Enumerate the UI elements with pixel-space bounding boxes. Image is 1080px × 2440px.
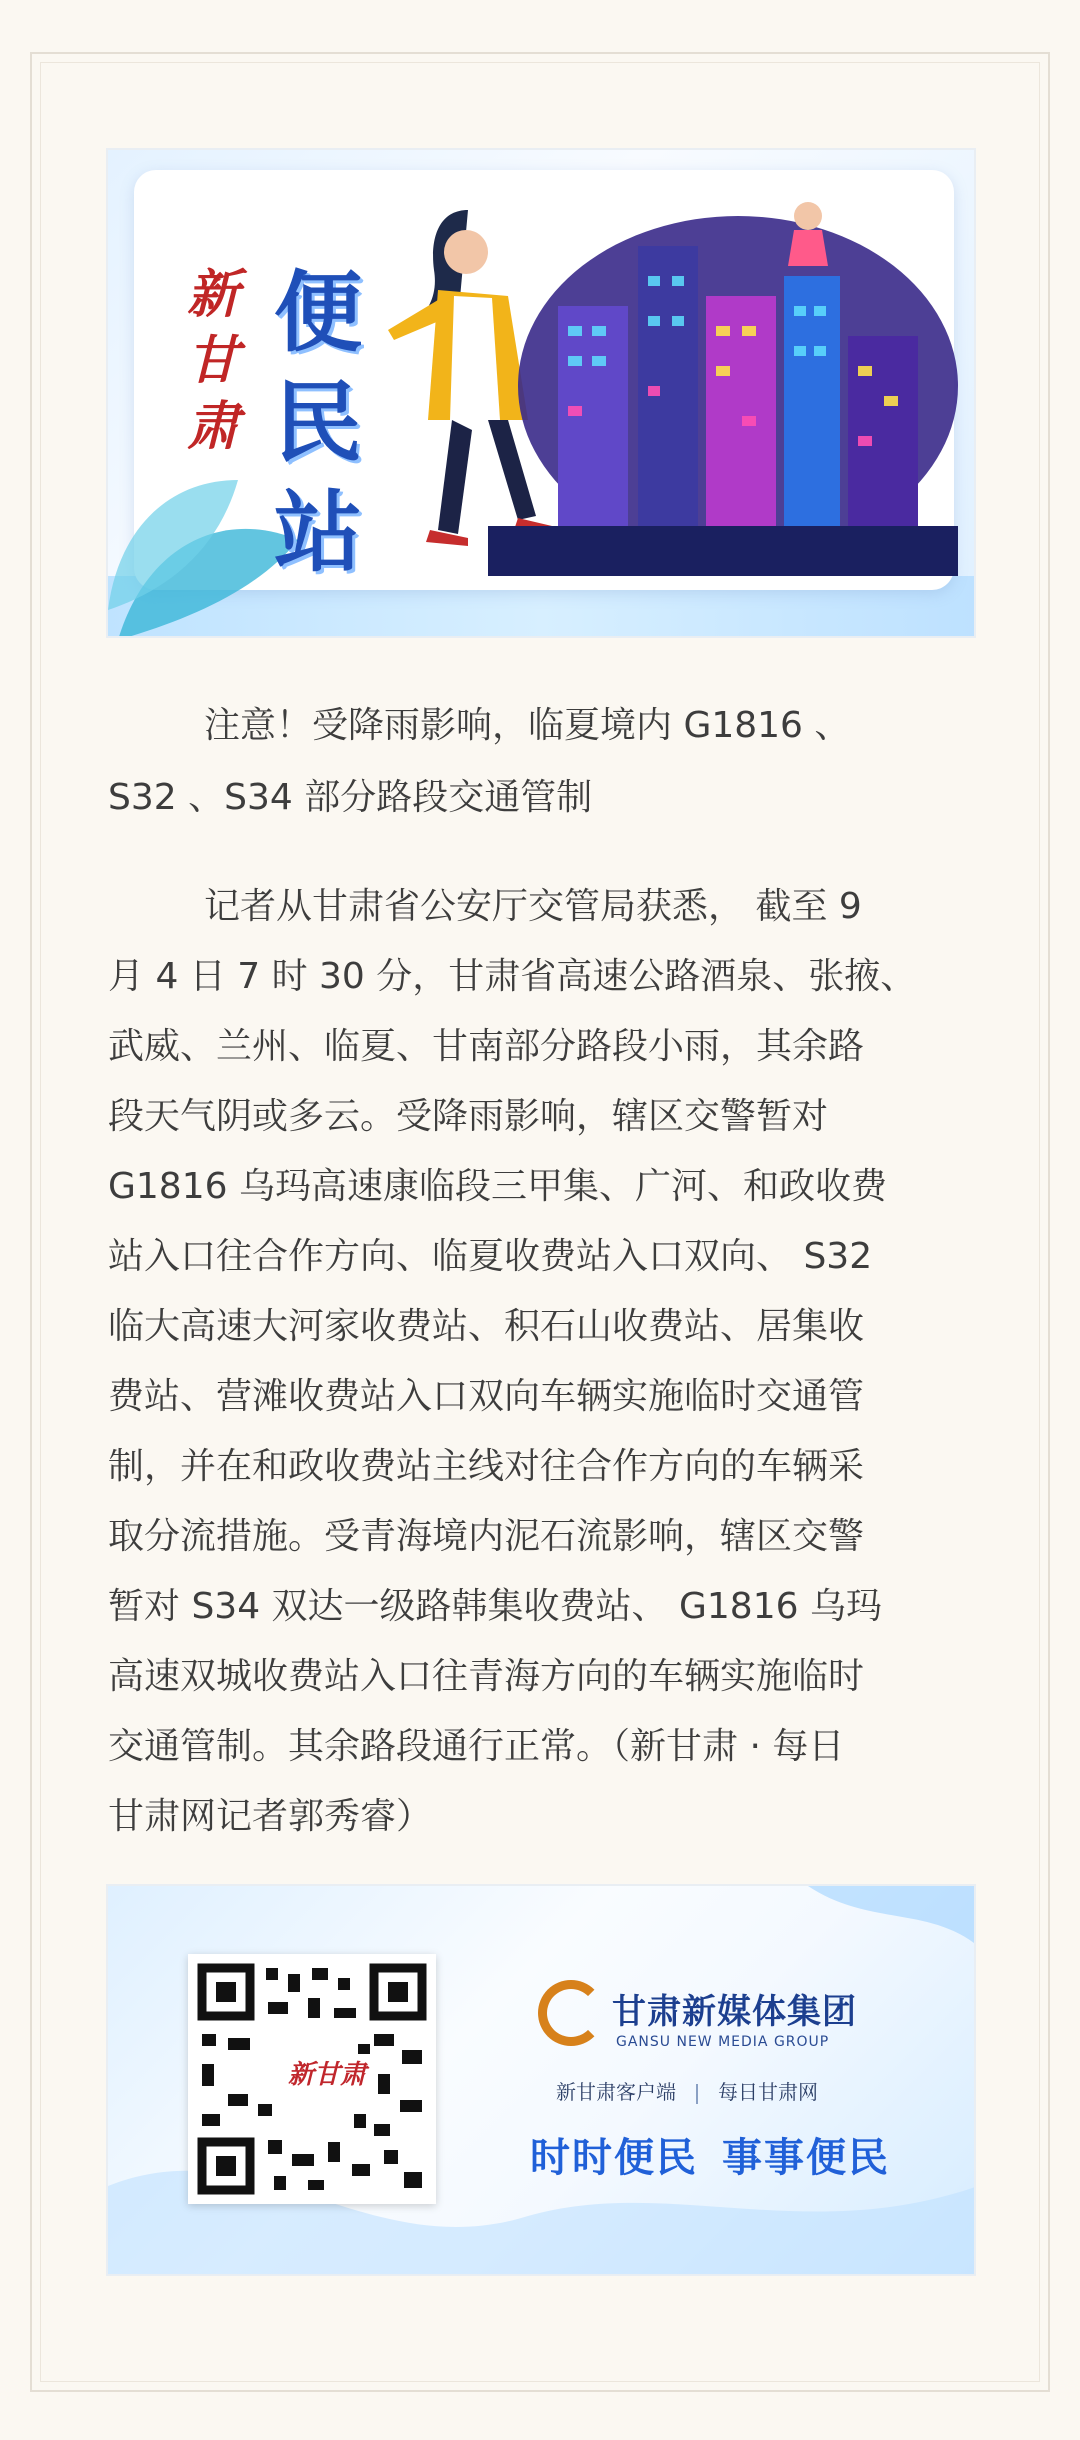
body-line: 高速双城收费站入口往青海方向的车辆实施临时 [108,1656,865,1697]
body-line: 暂对 S34 双达一级路韩集收费站、 G1816 乌玛 [108,1586,882,1627]
body-line: 记者从甘肃省公安厅交管局获悉， 截至 9 [204,886,862,927]
channels [556,2076,818,2105]
slogan-part-2: 事事便民 [722,2135,890,2181]
body-line: 站入口往合作方向、临夏收费站入口双向、 S32 [108,1236,873,1277]
gansu-media-logo-icon [538,1980,604,2046]
channel-divider [696,2084,698,2104]
slogan-part-1: 时时便民 [530,2135,698,2181]
body-line: 临大高速大河家收费站、积石山收费站、居集收 [108,1306,865,1347]
article-body [108,872,978,1852]
article-headline [108,690,978,834]
body-line: 武威、兰州、临夏、甘南部分路段小雨，其余路 [108,1026,865,1067]
banner-title: 便民站 [273,261,362,584]
body-line: 甘肃网记者郭秀睿） [108,1796,433,1837]
body-line: 费站、营滩收费站入口双向车辆实施临时交通管 [108,1376,865,1417]
footer-card [106,1884,976,2276]
body-line: 月 4 日 7 时 30 分，甘肃省高速公路酒泉、张掖、 [108,956,917,997]
body-line: G1816 乌玛高速康临段三甲集、广河、和政收费 [108,1166,887,1207]
body-line: 制，并在和政收费站主线对往合作方向的车辆采 [108,1446,865,1487]
banner-brand-logo: 新甘肃 [186,264,239,457]
body-line: 交通管制。其余路段通行正常。（新甘肃 · 每日 [108,1726,845,1767]
city-buildings-icon [488,186,958,576]
headline-line: S32 、S34 部分路段交通管制 [108,777,593,818]
channel-web: 每日甘肃网 [718,2080,818,2104]
body-line: 段天气阴或多云。受降雨影响，辖区交警暂对 [108,1096,829,1137]
qr-brand-mark: 新甘肃 [284,2054,370,2091]
body-line: 取分流措施。受青海境内泥石流影响，辖区交警 [108,1516,865,1557]
channel-app: 新甘肃客户端 [556,2080,676,2104]
org-name: 甘肃新媒体集团 [612,1992,857,2032]
headline-line: 注意！受降雨影响，临夏境内 G1816 、 [204,705,851,746]
org-name-en: GANSU NEW MEDIA GROUP [616,2034,830,2050]
slogan [530,2126,890,2183]
